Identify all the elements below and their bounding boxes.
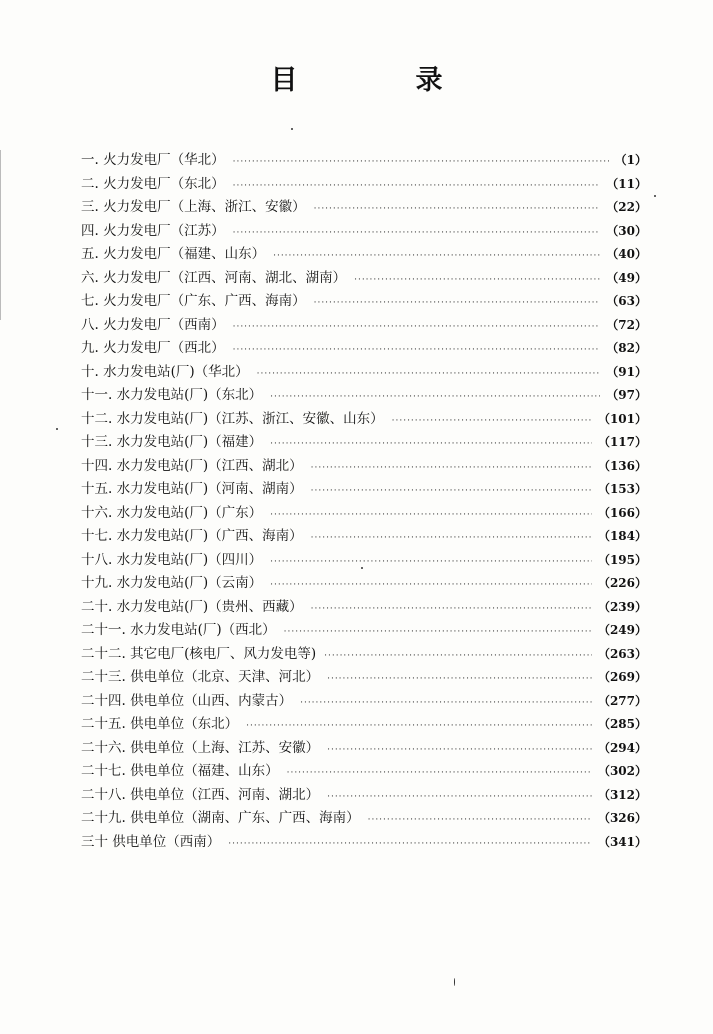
toc-dot-leader [327, 786, 592, 810]
toc-dot-leader [270, 551, 592, 575]
toc-entry-label: 二十六. 供电单位（上海、江苏、安徽） [81, 739, 320, 756]
toc-entry-label: 十四. 水力发电站(厂)（江西、湖北） [81, 457, 303, 474]
toc-entry [81, 149, 647, 173]
toc-entry-label: 二十. 水力发电站(厂)（贵州、西藏） [81, 598, 303, 615]
toc-entry-page: （30） [606, 223, 647, 238]
toc-entry-page: （285） [597, 717, 647, 731]
toc-dot-leader [228, 833, 592, 857]
toc-entry-label: 二十二. 其它电厂(核电厂、风力发电等) [81, 645, 317, 662]
toc-entry-page: （63） [606, 294, 647, 308]
toc-entry [81, 807, 647, 831]
toc-entry [81, 290, 647, 314]
toc-entry-label: 二十九. 供电单位（湖南、广东、广西、海南） [81, 810, 360, 826]
toc-entry [81, 408, 647, 432]
toc-entry [81, 831, 647, 855]
toc-dot-leader [314, 292, 601, 316]
toc-entry-label: 三十 供电单位（西南） [81, 833, 221, 850]
toc-entry [81, 196, 647, 220]
toc-dot-leader [314, 198, 601, 222]
toc-entry-label: 二. 火力发电厂（东北） [81, 175, 225, 192]
toc-entry-label: 二十四. 供电单位（山西、内蒙古） [81, 692, 293, 709]
toc-entry [81, 431, 647, 455]
toc-entry-page: （326） [597, 811, 647, 825]
toc-entry-page: （91） [606, 364, 647, 379]
toc-entry-page: （294） [597, 740, 647, 755]
toc-dot-leader [233, 316, 601, 340]
toc-dot-leader [311, 527, 592, 551]
toc-dot-leader [300, 692, 592, 716]
title-char-2: 录 [415, 65, 443, 96]
toc-entry [81, 549, 647, 573]
toc-entry [81, 690, 647, 714]
toc-entry-page: （312） [597, 787, 647, 802]
toc-entry-label: 一. 火力发电厂（华北） [81, 152, 225, 168]
toc-entry [81, 619, 647, 643]
toc-entry-label: 二十七. 供电单位（福建、山东） [81, 763, 279, 779]
toc-entry-label: 九. 火力发电厂（西北） [81, 340, 225, 356]
toc-entry-page: （302） [597, 764, 647, 778]
toc-dot-leader [311, 457, 592, 481]
toc-entry [81, 643, 647, 667]
toc-entry-page: （82） [606, 341, 647, 355]
toc-entry-page: （97） [606, 388, 647, 402]
toc-dot-leader [311, 598, 592, 622]
toc-entry [81, 314, 647, 338]
toc-dot-leader [368, 809, 592, 833]
toc-dot-leader [270, 433, 592, 457]
toc-entry-label: 二十五. 供电单位（东北） [81, 716, 239, 732]
toc-entry-label: 二十三. 供电单位（北京、天津、河北） [81, 669, 320, 685]
toc-entry-page: （11） [606, 176, 647, 191]
toc-entry-page: （195） [597, 552, 647, 567]
toc-entry [81, 713, 647, 737]
toc-entry [81, 220, 647, 244]
toc-dot-leader [233, 175, 601, 199]
scan-speck [454, 978, 455, 986]
table-of-contents [81, 149, 647, 854]
toc-entry [81, 478, 647, 502]
toc-entry-label: 八. 火力发电厂（西南） [81, 316, 225, 333]
toc-entry-page: （136） [597, 458, 647, 473]
toc-entry-page: （101） [597, 411, 647, 426]
toc-entry [81, 384, 647, 408]
toc-entry-page: （269） [597, 670, 647, 684]
toc-entry-page: （1） [614, 153, 647, 167]
toc-entry [81, 243, 647, 267]
title-char-1: 目 [270, 65, 298, 96]
toc-dot-leader [327, 668, 592, 692]
toc-entry-label: 四. 火力发电厂（江苏） [81, 222, 225, 239]
toc-dot-leader [270, 386, 600, 410]
toc-entry-label: 二十一. 水力发电站(厂)（西北） [81, 622, 276, 638]
toc-entry-page: （239） [597, 599, 647, 614]
toc-entry [81, 572, 647, 596]
toc-entry-page: （40） [606, 247, 647, 261]
toc-dot-leader [246, 715, 592, 739]
toc-dot-leader [311, 480, 592, 504]
toc-entry [81, 173, 647, 197]
scan-speck [654, 195, 656, 197]
toc-entry-label: 五. 火力发电厂（福建、山东） [81, 246, 266, 262]
toc-entry-page: （226） [597, 576, 647, 590]
toc-entry-page: （341） [597, 834, 647, 849]
toc-entry [81, 525, 647, 549]
toc-dot-leader [257, 363, 601, 387]
toc-entry-label: 十二. 水力发电站(厂)（江苏、浙江、安徽、山东） [81, 410, 384, 427]
toc-entry-label: 七. 火力发电厂（广东、广西、海南） [81, 293, 306, 309]
toc-entry-page: （277） [597, 693, 647, 708]
toc-entry-label: 十六. 水力发电站(厂)（广东） [81, 504, 263, 521]
scan-speck [56, 428, 58, 430]
toc-entry-page: （49） [606, 270, 647, 285]
toc-entry [81, 502, 647, 526]
toc-dot-leader [327, 739, 592, 763]
toc-entry [81, 337, 647, 361]
toc-entry-page: （263） [597, 646, 647, 661]
scan-speck [361, 567, 363, 569]
toc-entry-label: 十. 水力发电站(厂)（华北） [81, 363, 249, 380]
page-title [0, 58, 713, 97]
toc-entry-page: （72） [606, 317, 647, 332]
toc-dot-leader [233, 339, 601, 363]
toc-dot-leader [324, 645, 592, 669]
toc-entry [81, 666, 647, 690]
scan-edge-line [0, 150, 1, 320]
toc-entry-label: 二十八. 供电单位（江西、河南、湖北） [81, 786, 320, 803]
toc-dot-leader [273, 245, 600, 269]
toc-entry [81, 760, 647, 784]
toc-dot-leader [354, 269, 600, 293]
toc-dot-leader [233, 151, 609, 175]
toc-entry [81, 267, 647, 291]
toc-entry [81, 737, 647, 761]
toc-dot-leader [287, 762, 592, 786]
toc-entry-label: 十五. 水力发电站(厂)（河南、湖南） [81, 481, 303, 497]
toc-entry-page: （22） [606, 200, 647, 214]
toc-entry [81, 455, 647, 479]
toc-dot-leader [284, 621, 592, 645]
toc-dot-leader [270, 574, 592, 598]
scan-speck [291, 128, 293, 130]
toc-dot-leader [270, 504, 592, 528]
toc-entry-page: （153） [597, 482, 647, 496]
toc-entry-page: （184） [597, 529, 647, 543]
toc-entry-label: 三. 火力发电厂（上海、浙江、安徽） [81, 199, 306, 215]
toc-entry-label: 十八. 水力发电站(厂)（四川） [81, 551, 263, 568]
toc-dot-leader [392, 410, 592, 434]
toc-entry-page: （117） [597, 435, 647, 449]
toc-entry-label: 十一. 水力发电站(厂)（东北） [81, 387, 263, 403]
toc-entry [81, 784, 647, 808]
toc-entry-label: 十九. 水力发电站(厂)（云南） [81, 575, 263, 591]
toc-entry-page: （249） [597, 623, 647, 637]
toc-entry-page: （166） [597, 505, 647, 520]
toc-entry [81, 596, 647, 620]
toc-entry-label: 六. 火力发电厂（江西、河南、湖北、湖南） [81, 269, 347, 286]
toc-dot-leader [233, 222, 601, 246]
toc-entry-label: 十三. 水力发电站(厂)（福建） [81, 434, 263, 450]
toc-entry [81, 361, 647, 385]
toc-entry-label: 十七. 水力发电站(厂)（广西、海南） [81, 528, 303, 544]
